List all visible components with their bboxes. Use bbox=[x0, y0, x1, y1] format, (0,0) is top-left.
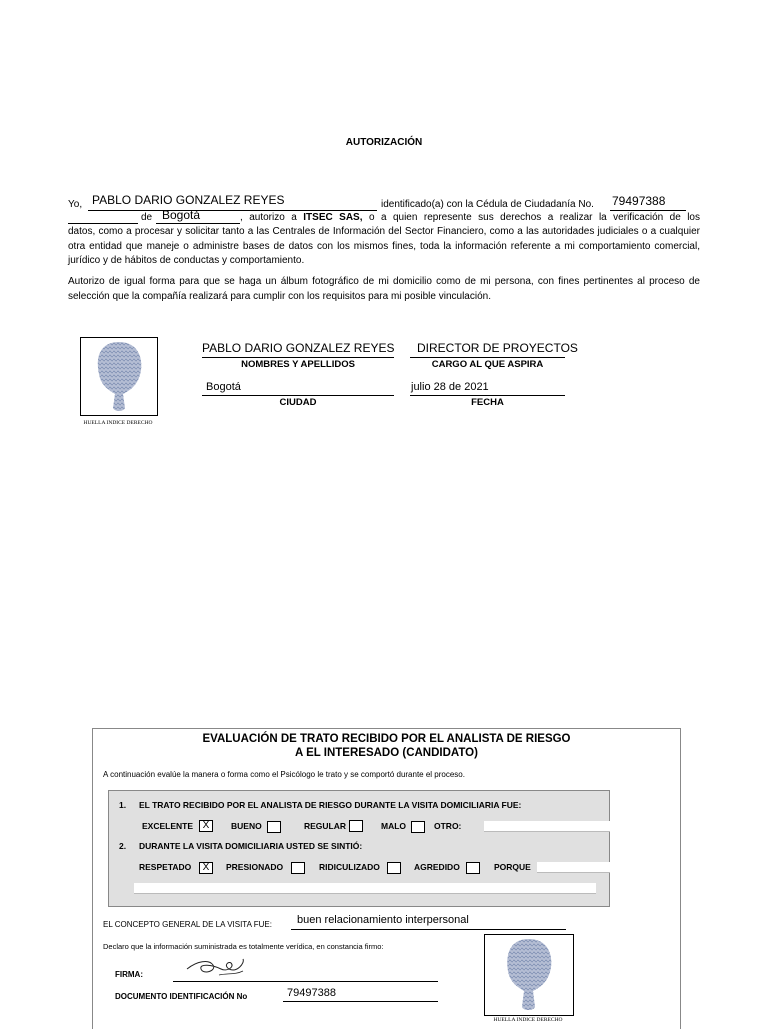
company-name: ITSEC SAS, bbox=[303, 212, 363, 223]
q1-checkbox-excelente[interactable]: X bbox=[199, 820, 213, 832]
fingerprint-box bbox=[80, 337, 158, 416]
date-label: FECHA bbox=[471, 397, 504, 408]
concept-value: buen relacionamiento interpersonal bbox=[297, 914, 469, 926]
signer-name-label: NOMBRES Y APELLIDOS bbox=[241, 359, 355, 370]
signer-name-value: PABLO DARIO GONZALEZ REYES bbox=[202, 341, 395, 355]
position-label: CARGO AL QUE ASPIRA bbox=[431, 359, 544, 370]
city-label: CIUDAD bbox=[279, 397, 317, 408]
evaluation-fingerprint-box bbox=[484, 934, 574, 1016]
position-line bbox=[410, 357, 565, 358]
firma-label: FIRMA: bbox=[115, 970, 143, 979]
evaluation-fingerprint-image bbox=[485, 935, 573, 1015]
q2-number: 2. bbox=[119, 841, 127, 851]
q2-text: DURANTE LA VISITA DOMICILIARIA USTED SE SINTIÓ: bbox=[139, 841, 363, 851]
signer-name-line bbox=[202, 357, 394, 358]
fingerprint-caption: HUELLA INDICE DERECHO bbox=[83, 420, 153, 426]
id-number-field bbox=[610, 194, 686, 211]
q2-option-presionado: PRESIONADO bbox=[226, 862, 284, 872]
q1-option-regular: REGULAR bbox=[304, 821, 347, 831]
q2-reason-continued-field[interactable] bbox=[134, 883, 596, 894]
de-label: de bbox=[141, 212, 153, 223]
handwritten-signature bbox=[183, 953, 255, 979]
photo-album-paragraph: Autorizo de igual forma para que se haga un álbum fotográfico de mi domicilio como de mi persona, con fines pertinentes al proceso de selección que la compañía realizará para cumplir con los requisitos para mi posible vinculación. bbox=[68, 276, 700, 302]
evaluation-title bbox=[93, 732, 680, 760]
q1-text: EL TRATO RECIBIDO POR EL ANALISTA DE RIESGO DURANTE LA VISITA DOMICILIARIA FUE: bbox=[139, 800, 522, 810]
identified-text: identificado(a) con la Cédula de Ciudadanía No. bbox=[381, 199, 594, 210]
evaluation-title-line2: A EL INTERESADO (CANDIDATO) bbox=[295, 747, 478, 759]
expedition-city-value: Bogotá bbox=[162, 208, 201, 222]
q2-option-porque: PORQUE bbox=[494, 862, 531, 872]
q1-option-bueno: BUENO bbox=[231, 821, 262, 831]
q1-option-otro: OTRO: bbox=[434, 821, 462, 831]
q1-option-malo: MALO bbox=[381, 821, 407, 831]
evaluation-form bbox=[92, 728, 681, 1029]
q1-option-excelente: EXCELENTE bbox=[142, 821, 194, 831]
q1-checkbox-malo[interactable] bbox=[411, 821, 425, 833]
concept-label: EL CONCEPTO GENERAL DE LA VISITA FUE: bbox=[103, 920, 272, 929]
doc-id-value: 79497388 bbox=[287, 987, 336, 999]
q2-option-ridiculizado: RIDICULIZADO bbox=[319, 862, 380, 872]
line2-rest: o a quien represente sus derechos a realizar la verificación de los bbox=[368, 212, 700, 223]
q1-checkbox-bueno[interactable] bbox=[267, 821, 281, 833]
date-line bbox=[410, 395, 565, 396]
evaluation-title-line1: EVALUACIÓN DE TRATO RECIBIDO POR EL ANALISTA DE RIESGO bbox=[202, 733, 571, 745]
q1-other-field[interactable] bbox=[484, 821, 610, 832]
expedition-blank bbox=[68, 222, 138, 224]
applicant-name-value: PABLO DARIO GONZALEZ REYES bbox=[92, 193, 285, 207]
q2-reason-field[interactable] bbox=[537, 862, 610, 873]
evaluation-fingerprint-caption: HUELLA INDICE DERECHO bbox=[493, 1017, 563, 1023]
q2-option-respetado: RESPETADO bbox=[139, 862, 192, 872]
authorization-paragraph: datos, como a procesar y solicitar tanto a las Centrales de Información del Sector Financiero, como a las autoridades judiciales o a cualquier otra entidad que maneje o administre bases de datos con los mismos fines, toda la información referente a mi comportamiento comercial, jurídico y de hábitos de conductas y comportamiento. bbox=[68, 226, 700, 267]
concept-field[interactable] bbox=[291, 914, 566, 930]
q1-checkbox-regular[interactable] bbox=[349, 820, 363, 832]
questions-panel bbox=[108, 790, 610, 907]
q2-checkbox-ridiculizado[interactable] bbox=[387, 862, 401, 874]
autorizo-text: , autorizo a bbox=[240, 212, 297, 223]
q2-checkbox-presionado[interactable] bbox=[291, 862, 305, 874]
q1-number: 1. bbox=[119, 800, 127, 810]
q2-checkbox-respetado[interactable]: X bbox=[199, 862, 213, 874]
date-value: julio 28 de 2021 bbox=[411, 381, 489, 393]
position-value: DIRECTOR DE PROYECTOS bbox=[417, 341, 578, 355]
q2-checkbox-agredido[interactable] bbox=[466, 862, 480, 874]
line2-text bbox=[240, 212, 700, 223]
doc-id-field[interactable] bbox=[283, 987, 438, 1002]
document-title: AUTORIZACIÓN bbox=[345, 137, 423, 148]
id-number-value: 79497388 bbox=[612, 194, 666, 208]
expedition-city-field bbox=[156, 208, 240, 224]
q2-option-agredido: AGREDIDO bbox=[414, 862, 460, 872]
evaluation-intro: A continuación evalúe la manera o forma como el Psicólogo le trato y se comportó durante el proceso. bbox=[103, 770, 465, 779]
signature-line bbox=[173, 981, 438, 982]
fingerprint-image bbox=[81, 338, 157, 415]
city-line bbox=[202, 395, 394, 396]
declaration-text: Declaro que la información suministrada es totalmente verídica, en constancia firmo: bbox=[103, 942, 384, 951]
doc-id-label: DOCUMENTO IDENTIFICACIÓN No bbox=[115, 992, 248, 1001]
yo-label: Yo, bbox=[68, 199, 83, 210]
city-value: Bogotá bbox=[206, 381, 241, 393]
